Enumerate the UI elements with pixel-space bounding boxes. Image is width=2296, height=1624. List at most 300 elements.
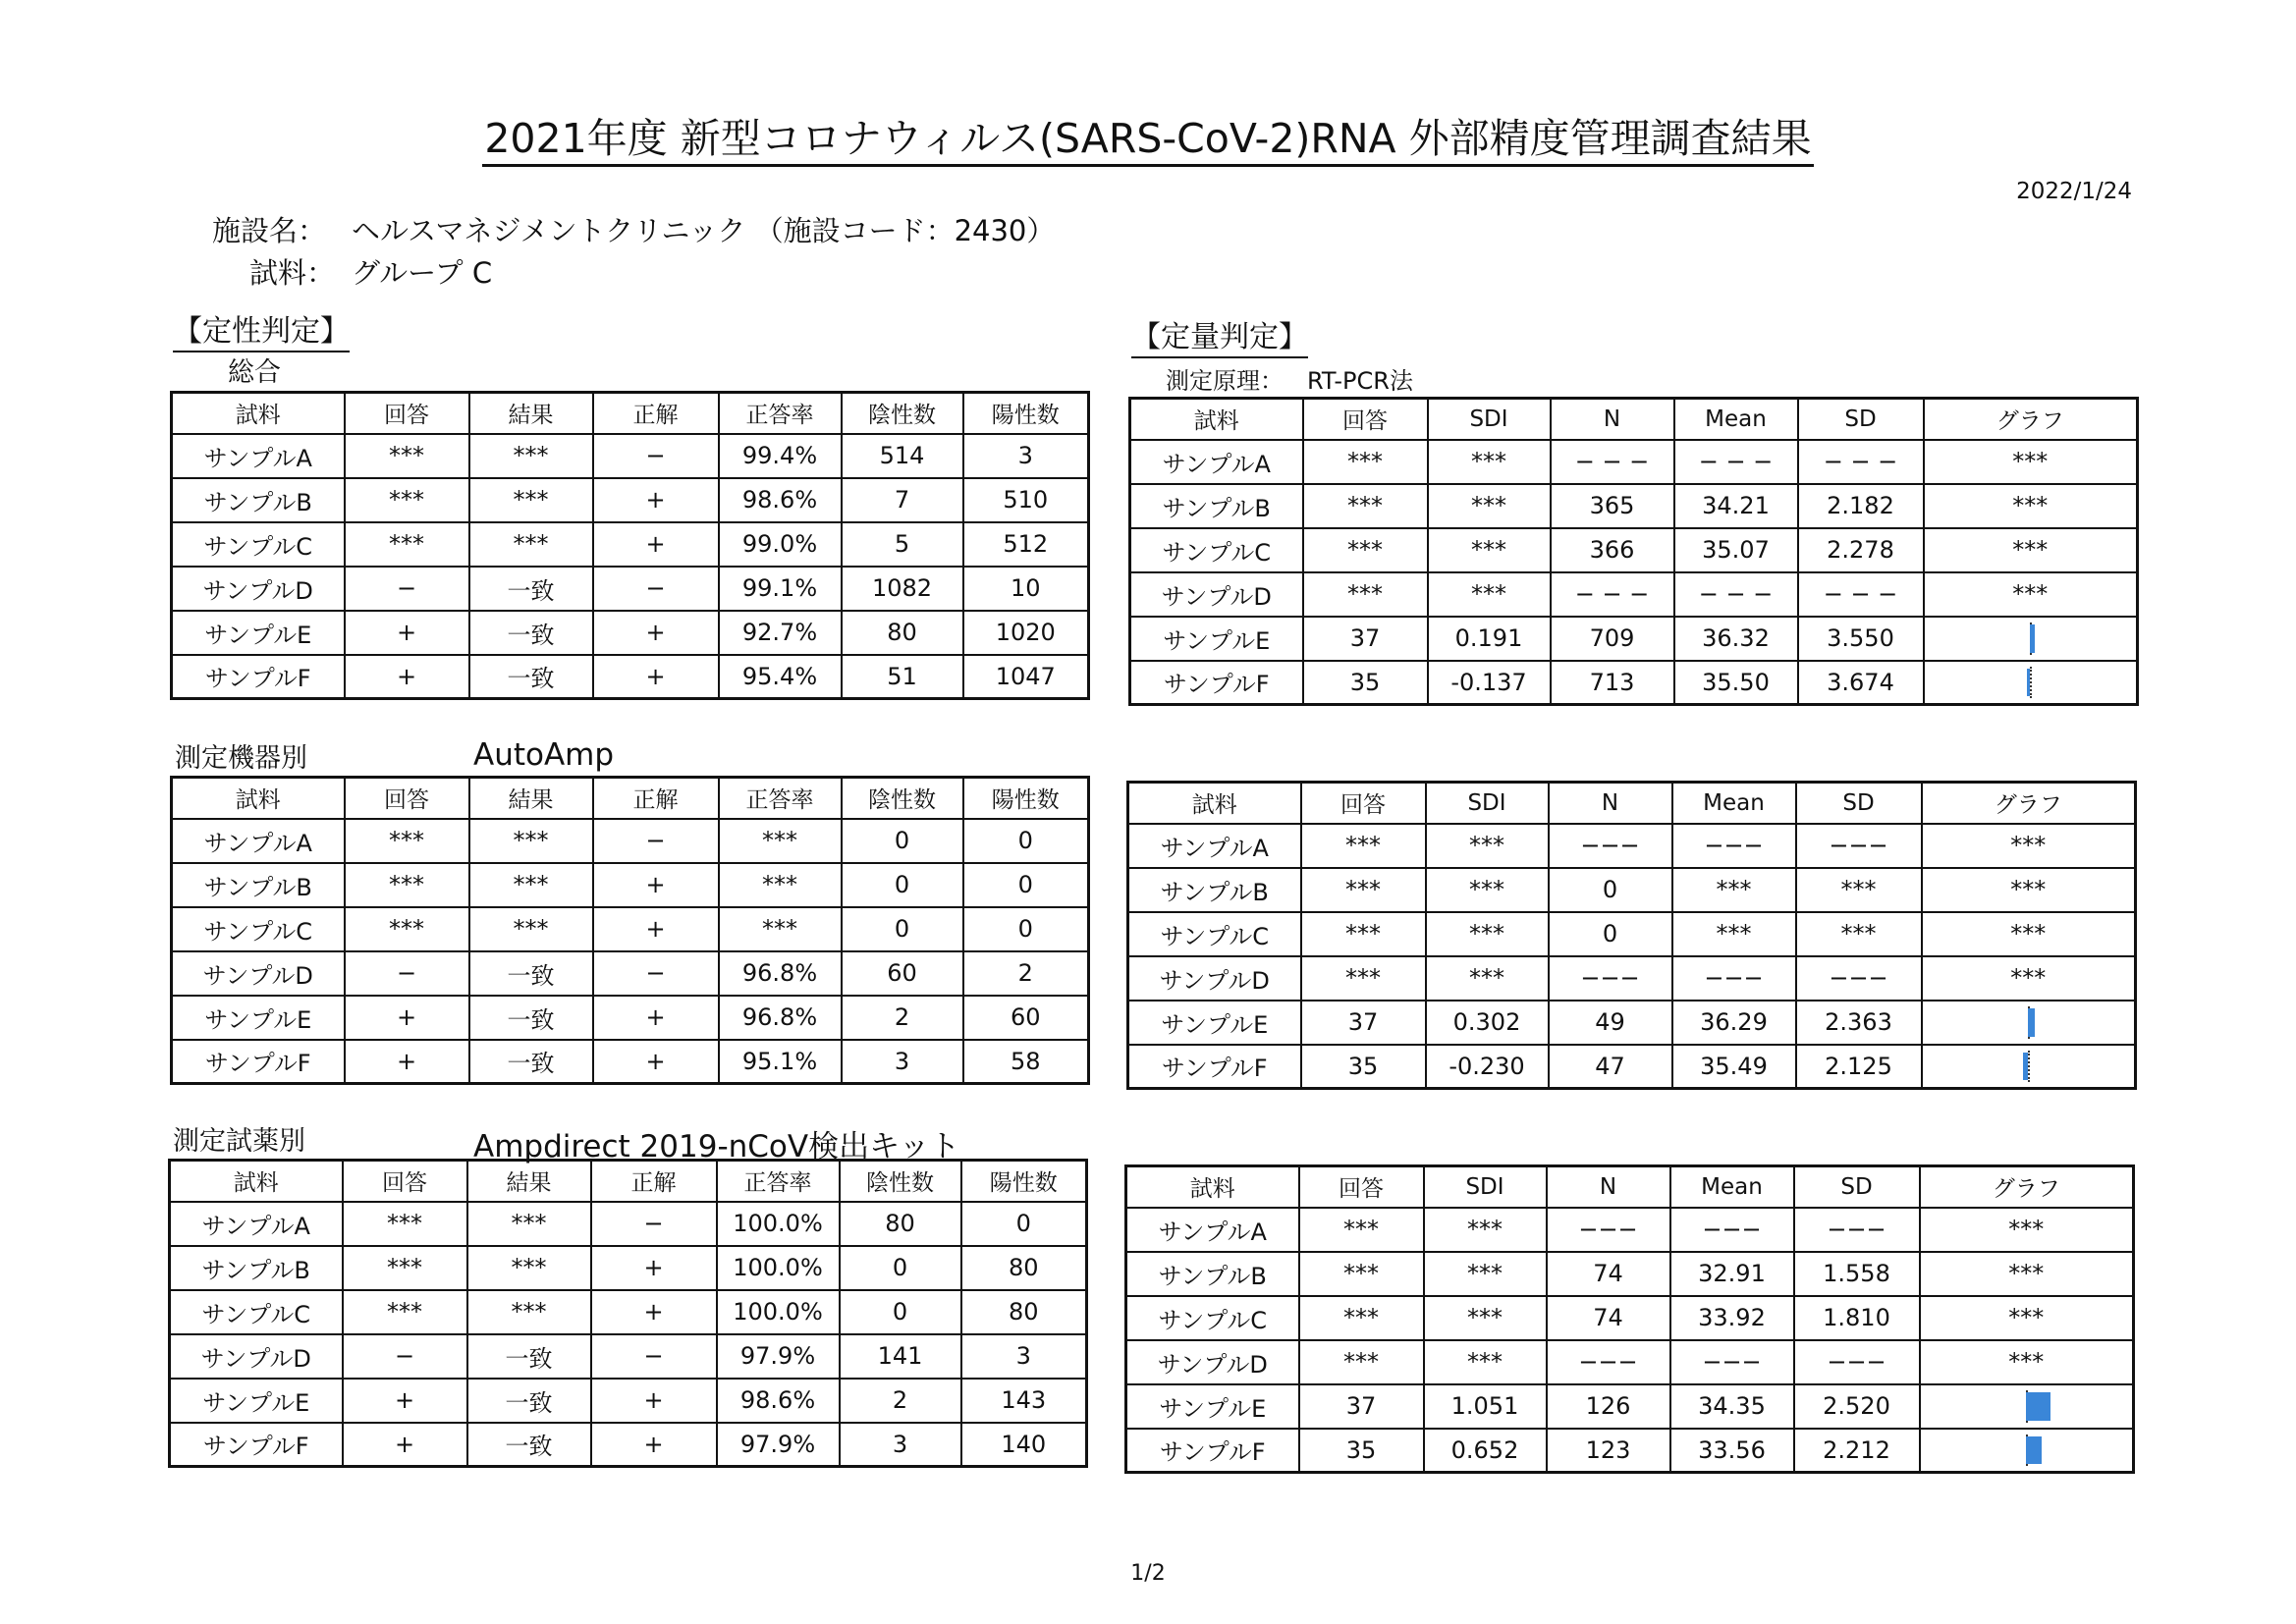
table-cell: 35.50 [1674,661,1798,705]
table-row [172,611,1089,655]
table-cell: *** [1426,912,1549,956]
table-cell: 0 [1549,868,1672,912]
column-header: 陰性数 [842,778,963,819]
device-label: 測定機器別 [175,743,307,774]
table-cell: *** [1301,956,1426,1001]
table-cell: + [591,1423,717,1467]
table-cell: 0 [842,907,963,951]
table-cell: サンプルA [1126,1208,1299,1252]
table-cell: *** [1299,1252,1424,1296]
sdi-zero-line [2030,667,2032,699]
table-cell: *** [1428,572,1551,617]
table-cell: 713 [1551,661,1674,705]
sdi-graph-cell [1920,1429,2134,1473]
table-cell: *** [1426,824,1549,868]
method-label: 測定原理： [1166,367,1284,395]
table-row [1126,1429,2134,1473]
table-cell: −−− [1672,824,1796,868]
table-cell: *** [469,478,593,522]
table-cell: 1082 [842,567,963,611]
column-header: Mean [1672,783,1796,824]
table-cell: サンプルA [1128,824,1301,868]
sdi-graph [1923,1051,2135,1083]
table-cell: サンプルB [1128,868,1301,912]
quant-overall-table [1128,397,2139,706]
column-header: SD [1794,1166,1920,1208]
column-header: 結果 [467,1161,591,1202]
table-cell: 37 [1303,617,1428,661]
table-cell: サンプルC [172,907,345,951]
table-row [1126,1252,2134,1296]
table-cell: サンプルD [1126,1340,1299,1384]
table-cell: サンプルB [172,863,345,907]
table-cell: 34.35 [1670,1384,1794,1429]
table-cell: 2.520 [1794,1384,1920,1429]
table-cell: 99.0% [719,522,842,567]
column-header: SDI [1426,783,1549,824]
table-cell: 0.191 [1428,617,1551,661]
table-row [170,1290,1087,1334]
table-cell: サンプルE [172,611,345,655]
table-cell: *** [1796,912,1922,956]
header-row [1128,783,2136,824]
table-cell: 7 [842,478,963,522]
table-row [1126,1208,2134,1252]
table-cell: 2.212 [1794,1429,1920,1473]
table-cell: 3.674 [1798,661,1924,705]
table-cell: + [593,907,719,951]
table-cell: 33.56 [1670,1429,1794,1473]
table-cell: 97.9% [717,1423,840,1467]
table-cell: *** [345,819,469,863]
column-header: 陽性数 [963,393,1089,434]
reagent-value: Ampdirect 2019-nCoV検出キット [473,1129,960,1164]
table-row [172,567,1089,611]
table-cell: サンプルB [172,478,345,522]
table-cell: 0 [961,1202,1087,1246]
table-cell: 0 [840,1290,961,1334]
table-cell: *** [1303,440,1428,484]
table-cell: 0 [963,819,1089,863]
table-cell: *** [469,819,593,863]
table-cell: サンプルC [1130,528,1303,572]
table-cell: *** [1428,440,1551,484]
table-cell: 80 [840,1202,961,1246]
column-header: 正答率 [717,1161,840,1202]
table-cell: − [345,567,469,611]
table-cell: 2.182 [1798,484,1924,528]
sdi-graph-cell: *** [1920,1252,2134,1296]
table-cell: 36.32 [1674,617,1798,661]
table-cell: *** [469,907,593,951]
table-cell: 366 [1551,528,1674,572]
table-row [170,1379,1087,1423]
column-header: 正解 [593,393,719,434]
sample-group: グループ C [352,256,493,290]
table-cell: *** [467,1202,591,1246]
table-row [1130,528,2138,572]
table-cell: + [343,1423,467,1467]
qualitative-section-title: 【定性判定】 [173,306,350,352]
column-header: 試料 [170,1161,343,1202]
table-cell: 2 [840,1379,961,1423]
column-header: 正答率 [719,393,842,434]
column-header: 正解 [591,1161,717,1202]
sdi-bar [2030,624,2035,653]
table-row [1130,572,2138,617]
table-cell: *** [469,434,593,478]
table-cell: + [345,996,469,1040]
table-cell: サンプルE [1130,617,1303,661]
table-cell: 143 [961,1379,1087,1423]
sdi-graph-cell [1922,1001,2136,1045]
table-cell: サンプルA [172,434,345,478]
table-cell: *** [343,1202,467,1246]
table-cell: − − − [1798,572,1924,617]
table-row [1126,1340,2134,1384]
table-cell: *** [1428,528,1551,572]
table-cell: *** [719,819,842,863]
table-cell: *** [467,1246,591,1290]
table-cell: 2 [963,951,1089,996]
qual-reagent-table [168,1159,1088,1468]
table-cell: − − − [1674,440,1798,484]
table-cell: 510 [963,478,1089,522]
column-header: 陰性数 [840,1161,961,1202]
table-cell: 0 [1549,912,1672,956]
column-header: 結果 [469,778,593,819]
table-cell: サンプルF [170,1423,343,1467]
table-cell: + [343,1379,467,1423]
column-header: グラフ [1924,399,2138,440]
table-cell: − [591,1334,717,1379]
table-row [1126,1384,2134,1429]
table-cell: サンプルB [170,1246,343,1290]
sdi-graph-cell: *** [1924,528,2138,572]
sdi-graph [1923,1006,2135,1039]
table-cell: サンプルF [1126,1429,1299,1473]
table-cell: *** [1299,1208,1424,1252]
table-cell: 97.9% [717,1334,840,1379]
column-header: グラフ [1920,1166,2134,1208]
column-header: 回答 [345,778,469,819]
table-cell: *** [1424,1340,1547,1384]
table-cell: −−− [1796,956,1922,1001]
quant-device-table [1126,781,2137,1090]
sdi-graph-cell [1924,617,2138,661]
column-header: 回答 [1303,399,1428,440]
table-cell: 95.1% [719,1040,842,1084]
table-cell: −−− [1672,956,1796,1001]
sdi-graph-cell: *** [1922,912,2136,956]
sdi-bar [2028,1008,2035,1037]
column-header: 試料 [172,393,345,434]
table-cell: *** [345,863,469,907]
report-date: 2022/1/24 [2016,179,2132,204]
table-row [172,819,1089,863]
sdi-graph-cell: *** [1922,824,2136,868]
facility-name: ヘルスマネジメントクリニック （施設コード：2430） [352,214,1056,247]
table-cell: 一致 [469,996,593,1040]
table-cell: 47 [1549,1045,1672,1089]
column-header: 陽性数 [963,778,1089,819]
table-cell: 一致 [467,1379,591,1423]
table-cell: サンプルB [1126,1252,1299,1296]
table-cell: + [591,1290,717,1334]
table-cell: + [593,655,719,699]
table-cell: − [591,1202,717,1246]
table-cell: サンプルD [170,1334,343,1379]
quantitative-section-title: 【定量判定】 [1131,312,1308,358]
facility-label: 施設名： [212,214,327,247]
column-header: N [1547,1166,1670,1208]
sdi-graph-cell: *** [1924,440,2138,484]
table-cell: サンプルD [172,951,345,996]
table-cell: *** [1424,1208,1547,1252]
table-cell: 0 [842,863,963,907]
sdi-graph-cell: *** [1922,868,2136,912]
table-cell: 512 [963,522,1089,567]
table-cell: -0.230 [1426,1045,1549,1089]
table-cell: −−− [1549,824,1672,868]
table-cell: + [345,1040,469,1084]
table-cell: 35 [1301,1045,1426,1089]
column-header: 結果 [469,393,593,434]
table-cell: *** [345,522,469,567]
column-header: 陽性数 [961,1161,1087,1202]
table-cell: 35.49 [1672,1045,1796,1089]
sdi-graph-cell: *** [1922,956,2136,1001]
table-cell: 0 [840,1246,961,1290]
table-cell: サンプルD [1128,956,1301,1001]
table-cell: + [593,863,719,907]
column-header: 回答 [1301,783,1426,824]
table-cell: 0.652 [1424,1429,1547,1473]
column-header: 回答 [343,1161,467,1202]
table-cell: 3 [842,1040,963,1084]
table-row [1128,868,2136,912]
table-cell: *** [1424,1296,1547,1340]
table-cell: 92.7% [719,611,842,655]
table-cell: サンプルA [172,819,345,863]
table-cell: 1.051 [1424,1384,1547,1429]
sdi-graph-cell: *** [1924,484,2138,528]
table-cell: 3 [840,1423,961,1467]
table-cell: + [593,522,719,567]
table-cell: *** [719,907,842,951]
table-cell: 2.363 [1796,1001,1922,1045]
table-cell: + [593,996,719,1040]
sdi-graph [1925,623,2137,655]
table-cell: サンプルB [1130,484,1303,528]
table-cell: + [345,655,469,699]
table-cell: −−− [1796,824,1922,868]
table-row [1130,440,2138,484]
table-cell: サンプルE [170,1379,343,1423]
overall-label: 総合 [228,357,281,388]
table-cell: −−− [1670,1208,1794,1252]
table-cell: *** [469,863,593,907]
column-header: Mean [1670,1166,1794,1208]
column-header: 陰性数 [842,393,963,434]
table-cell: 51 [842,655,963,699]
table-cell: 60 [842,951,963,996]
sdi-graph-cell: *** [1924,572,2138,617]
table-row [1130,484,2138,528]
table-cell: −−− [1549,956,1672,1001]
table-cell: 2 [842,996,963,1040]
table-cell: 1.558 [1794,1252,1920,1296]
sample-label: 試料： [249,256,336,290]
sdi-graph-cell: *** [1920,1296,2134,1340]
table-cell: + [593,611,719,655]
table-cell: −−− [1547,1340,1670,1384]
table-cell: *** [1426,956,1549,1001]
table-cell: 80 [842,611,963,655]
table-cell: − [593,567,719,611]
sdi-graph [1925,667,2137,699]
table-cell: 37 [1301,1001,1426,1045]
reagent-label: 測定試薬別 [173,1126,305,1157]
table-cell: 0.302 [1426,1001,1549,1045]
table-row [170,1246,1087,1290]
table-cell: 100.0% [717,1246,840,1290]
table-cell: *** [1428,484,1551,528]
table-cell: 3 [963,434,1089,478]
sdi-graph-cell [1924,661,2138,705]
table-cell: 一致 [467,1334,591,1379]
table-cell: 32.91 [1670,1252,1794,1296]
method-value: RT-PCR法 [1307,367,1413,395]
column-header: SD [1798,399,1924,440]
table-cell: 141 [840,1334,961,1379]
table-cell: *** [345,434,469,478]
table-cell: サンプルF [172,655,345,699]
table-cell: 0 [963,863,1089,907]
table-cell: 80 [961,1246,1087,1290]
table-cell: −−− [1794,1208,1920,1252]
table-row [172,907,1089,951]
table-cell: *** [1303,528,1428,572]
column-header: SD [1796,783,1922,824]
sdi-graph-cell: *** [1920,1340,2134,1384]
table-row [172,863,1089,907]
table-cell: 1.810 [1794,1296,1920,1340]
table-cell: 709 [1551,617,1674,661]
column-header: 試料 [1130,399,1303,440]
table-cell: 123 [1547,1429,1670,1473]
table-row [1126,1296,2134,1340]
sdi-graph [1921,1435,2133,1467]
table-row [170,1423,1087,1467]
device-value: AutoAmp [473,737,615,773]
table-cell: *** [1299,1340,1424,1384]
column-header: 回答 [345,393,469,434]
table-cell: *** [1424,1252,1547,1296]
column-header: 回答 [1299,1166,1424,1208]
table-cell: − [593,819,719,863]
table-cell: 一致 [467,1423,591,1467]
table-cell: + [593,478,719,522]
column-header: N [1549,783,1672,824]
table-cell: 74 [1547,1252,1670,1296]
table-cell: *** [1303,484,1428,528]
table-cell: − − − [1674,572,1798,617]
table-cell: 37 [1299,1384,1424,1429]
table-cell: *** [467,1290,591,1334]
table-cell: 3.550 [1798,617,1924,661]
table-cell: 3 [961,1334,1087,1379]
table-cell: サンプルF [1128,1045,1301,1089]
table-row [1128,912,2136,956]
column-header: 正答率 [719,778,842,819]
table-cell: 35 [1299,1429,1424,1473]
sdi-bar [2027,669,2030,697]
table-cell: 96.8% [719,951,842,996]
table-cell: 一致 [469,951,593,996]
table-cell: *** [343,1246,467,1290]
header-row [1130,399,2138,440]
table-cell: サンプルC [1128,912,1301,956]
sdi-bar [2026,1392,2050,1421]
column-header: SDI [1424,1166,1547,1208]
table-cell: 100.0% [717,1202,840,1246]
table-cell: サンプルE [1128,1001,1301,1045]
table-cell: + [593,1040,719,1084]
table-cell: *** [1301,912,1426,956]
table-cell: 365 [1551,484,1674,528]
table-cell: 98.6% [719,478,842,522]
sdi-bar [2026,1436,2042,1465]
column-header: グラフ [1922,783,2136,824]
table-cell: 2.125 [1796,1045,1922,1089]
table-cell: *** [469,522,593,567]
table-cell: −−− [1670,1340,1794,1384]
column-header: 正解 [593,778,719,819]
table-row [172,478,1089,522]
table-cell: 一致 [469,611,593,655]
table-cell: −−− [1547,1208,1670,1252]
header-row [172,778,1089,819]
table-cell: − − − [1798,440,1924,484]
table-row [170,1202,1087,1246]
table-cell: 140 [961,1423,1087,1467]
table-cell: 2.278 [1798,528,1924,572]
table-cell: − − − [1551,440,1674,484]
table-cell: 10 [963,567,1089,611]
table-cell: サンプルD [172,567,345,611]
table-cell: + [591,1246,717,1290]
table-cell: サンプルA [170,1202,343,1246]
table-cell: 74 [1547,1296,1670,1340]
table-cell: 1047 [963,655,1089,699]
document-title: 2021年度 新型コロナウィルス(SARS-CoV-2)RNA 外部精度管理調査結果 [0,106,2296,164]
table-row [172,655,1089,699]
table-cell: 0 [963,907,1089,951]
quant-reagent-table [1124,1164,2135,1474]
table-cell: 一致 [469,567,593,611]
table-row [172,996,1089,1040]
table-row [1128,1001,2136,1045]
table-cell: *** [1299,1296,1424,1340]
table-row [172,522,1089,567]
table-row [170,1334,1087,1379]
table-row [172,1040,1089,1084]
table-cell: 0 [842,819,963,863]
table-cell: サンプルC [170,1290,343,1334]
qual-overall-table [170,391,1090,700]
header-row [172,393,1089,434]
